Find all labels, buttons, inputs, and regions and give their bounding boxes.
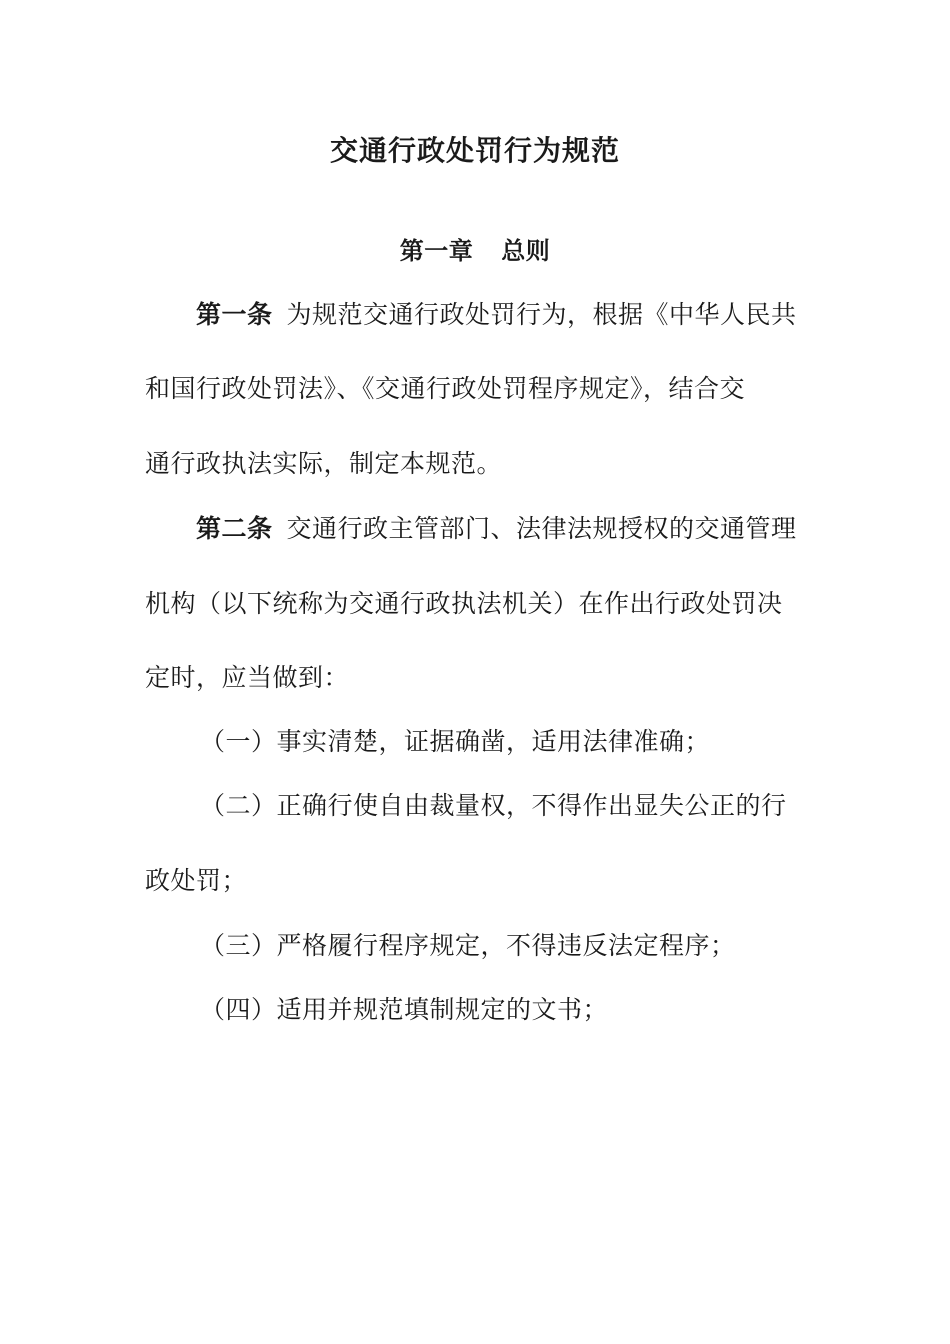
chapter-heading bbox=[0, 234, 950, 268]
chapter-number: 第一章 bbox=[399, 237, 474, 265]
article-1-label: 第一条 bbox=[196, 300, 273, 329]
article-1-text-1: 为规范交通行政处罚行为，根据《中华人民共 bbox=[286, 300, 797, 329]
chapter-name: 总则 bbox=[501, 237, 551, 265]
document-title: 交通行政处罚行为规范 bbox=[329, 134, 620, 167]
article-2-label: 第二条 bbox=[196, 514, 273, 543]
article-2-line-1 bbox=[196, 512, 797, 546]
article-2-text-1: 交通行政主管部门、法律法规授权的交通管理 bbox=[286, 514, 797, 543]
article-1-line-3: 通行政执法实际，制定本规范。 bbox=[145, 449, 503, 478]
item-2-line-1: （二）正确行使自由裁量权，不得作出显失公正的行 bbox=[200, 791, 787, 820]
item-3: （三）严格履行程序规定，不得违反法定程序； bbox=[200, 931, 736, 960]
item-4: （四）适用并规范填制规定的文书； bbox=[200, 995, 609, 1024]
article-1-line-1 bbox=[196, 298, 797, 332]
article-1-line-2: 和国行政处罚法》、《交通行政处罚程序规定》，结合交 bbox=[145, 374, 746, 403]
item-2-line-2: 政处罚； bbox=[145, 866, 248, 895]
article-2-line-2: 机构（以下统称为交通行政执法机关）在作出行政处罚决 bbox=[145, 589, 783, 618]
article-2-line-3: 定时，应当做到： bbox=[145, 663, 350, 692]
item-1: （一）事实清楚，证据确凿，适用法律准确； bbox=[200, 727, 711, 756]
